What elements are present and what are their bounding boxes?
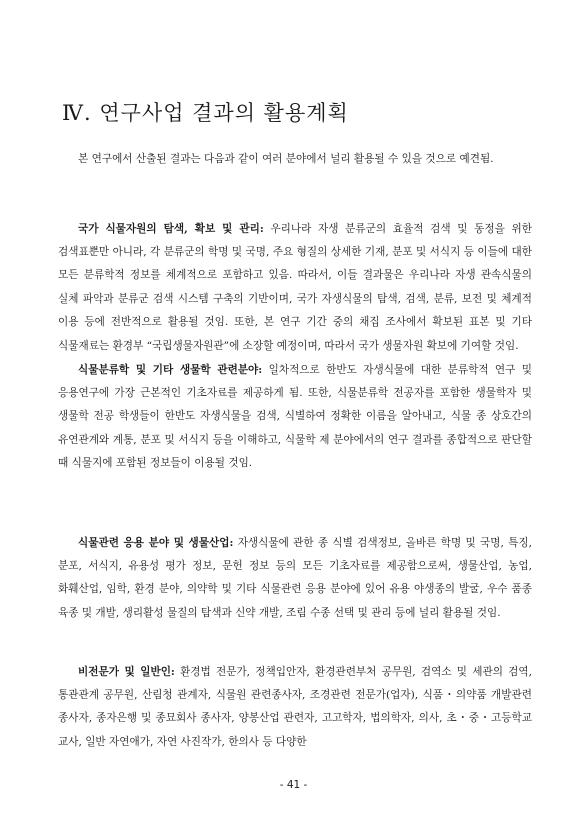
paragraph-resource-management bbox=[58, 218, 532, 358]
page-number: - 41 - bbox=[279, 779, 308, 791]
intro-paragraph: 본 연구에서 산출된 결과는 다음과 같이 여러 분야에서 널리 활용될 수 있을 것으로 예견됨. bbox=[78, 152, 494, 165]
paragraph-plant-taxonomy bbox=[58, 359, 532, 476]
paragraph-heading: 국가 식물자원의 탐색, 확보 및 관리: bbox=[78, 222, 264, 235]
paragraph-heading: 비전문가 및 일반인: bbox=[78, 665, 175, 678]
paragraph-body: 자생식물에 관한 종 식별 검색정보, 올바른 학명 및 국명, 특징, 분포, 서식지, 유용성 평가 정보, 문헌 정보 등의 모든 기초자료를 제공함으로써, 생물산업, 농업, 화훼산업, 임학, 환경 분야, 의약학 및 기타 식물관련 응용 분야에 있어 유용 야생종의 발굴, 우수 품종 육종 및 개발, 생리활성 물질의 탐색과 신약 개발, 조림 수종 선택 및 관리 등에 널리 활용될 것임. bbox=[58, 536, 532, 619]
paragraph-general-public bbox=[58, 661, 532, 755]
paragraph-body: 일차적으로 한반도 자생식물에 대한 분류학적 연구 및 응용연구에 가장 근본적인 기초자료를 제공하게 됨. 또한, 식물분류학 전공자를 포함한 생물학자 및 생물학 전공 학생들이 한반도 자생식물을 검색, 식별하여 정확한 이름을 알아내고, 식물 종 상호간의 유연관계와 계통, 분포 및 서식지 등을 이해하고, 식물학 제 분야에서의 연구 결과를 종합적으로 판단할 때 식물지에 포함된 정보들이 이용될 것임. bbox=[58, 363, 533, 470]
section-title: Ⅳ. 연구사업 결과의 활용계획 bbox=[62, 101, 349, 126]
paragraph-body: 우리나라 자생 분류군의 효율적 검색 및 동정을 위한 검색표뿐만 아니라, 각 분류군의 학명 및 국명, 주요 형질의 상세한 기재, 분포 및 서식지 등 이들에 대한 모든 분류학적 정보를 체계적으로 포함하고 있음. 따라서, 이들 결과물은 우리나라 자생 관속식물의 실체 파악과 분류군 검색 시스템 구축의 기반이며, 국가 자생식물의 탐색, 검색, 분류, 보전 및 체계적 이용 등에 전반적으로 활용될 것임. 또한, 본 연구 기간 중의 채집 조사에서 확보된 표본 및 기타 식물재료는 환경부 “국립생물자원관”에 소장할 예정이며, 따라서 국가 생물자원 확보에 기여할 것임. bbox=[58, 222, 532, 352]
paragraph-heading: 식물분류학 및 기타 생물학 관련분야: bbox=[78, 363, 263, 376]
paragraph-applied-fields bbox=[58, 532, 532, 626]
paragraph-body: 환경법 전문가, 정책입안자, 환경관련부처 공무원, 검역소 및 세관의 검역, 통관관계 공무원, 산림청 관계자, 식물원 관련종사자, 조경관련 전문가(업자), 식품・의약품 개발관련 종사자, 종자은행 및 종묘회사 종사자, 양봉산업 관련자, 고고학자, 법의학자, 의사, 초・중・고등학교 교사, 일반 자연애가, 자연 사진작가, 한의사 등 다양한 bbox=[58, 665, 532, 748]
paragraph-heading: 식물관련 응용 분야 및 생물산업: bbox=[78, 536, 234, 549]
